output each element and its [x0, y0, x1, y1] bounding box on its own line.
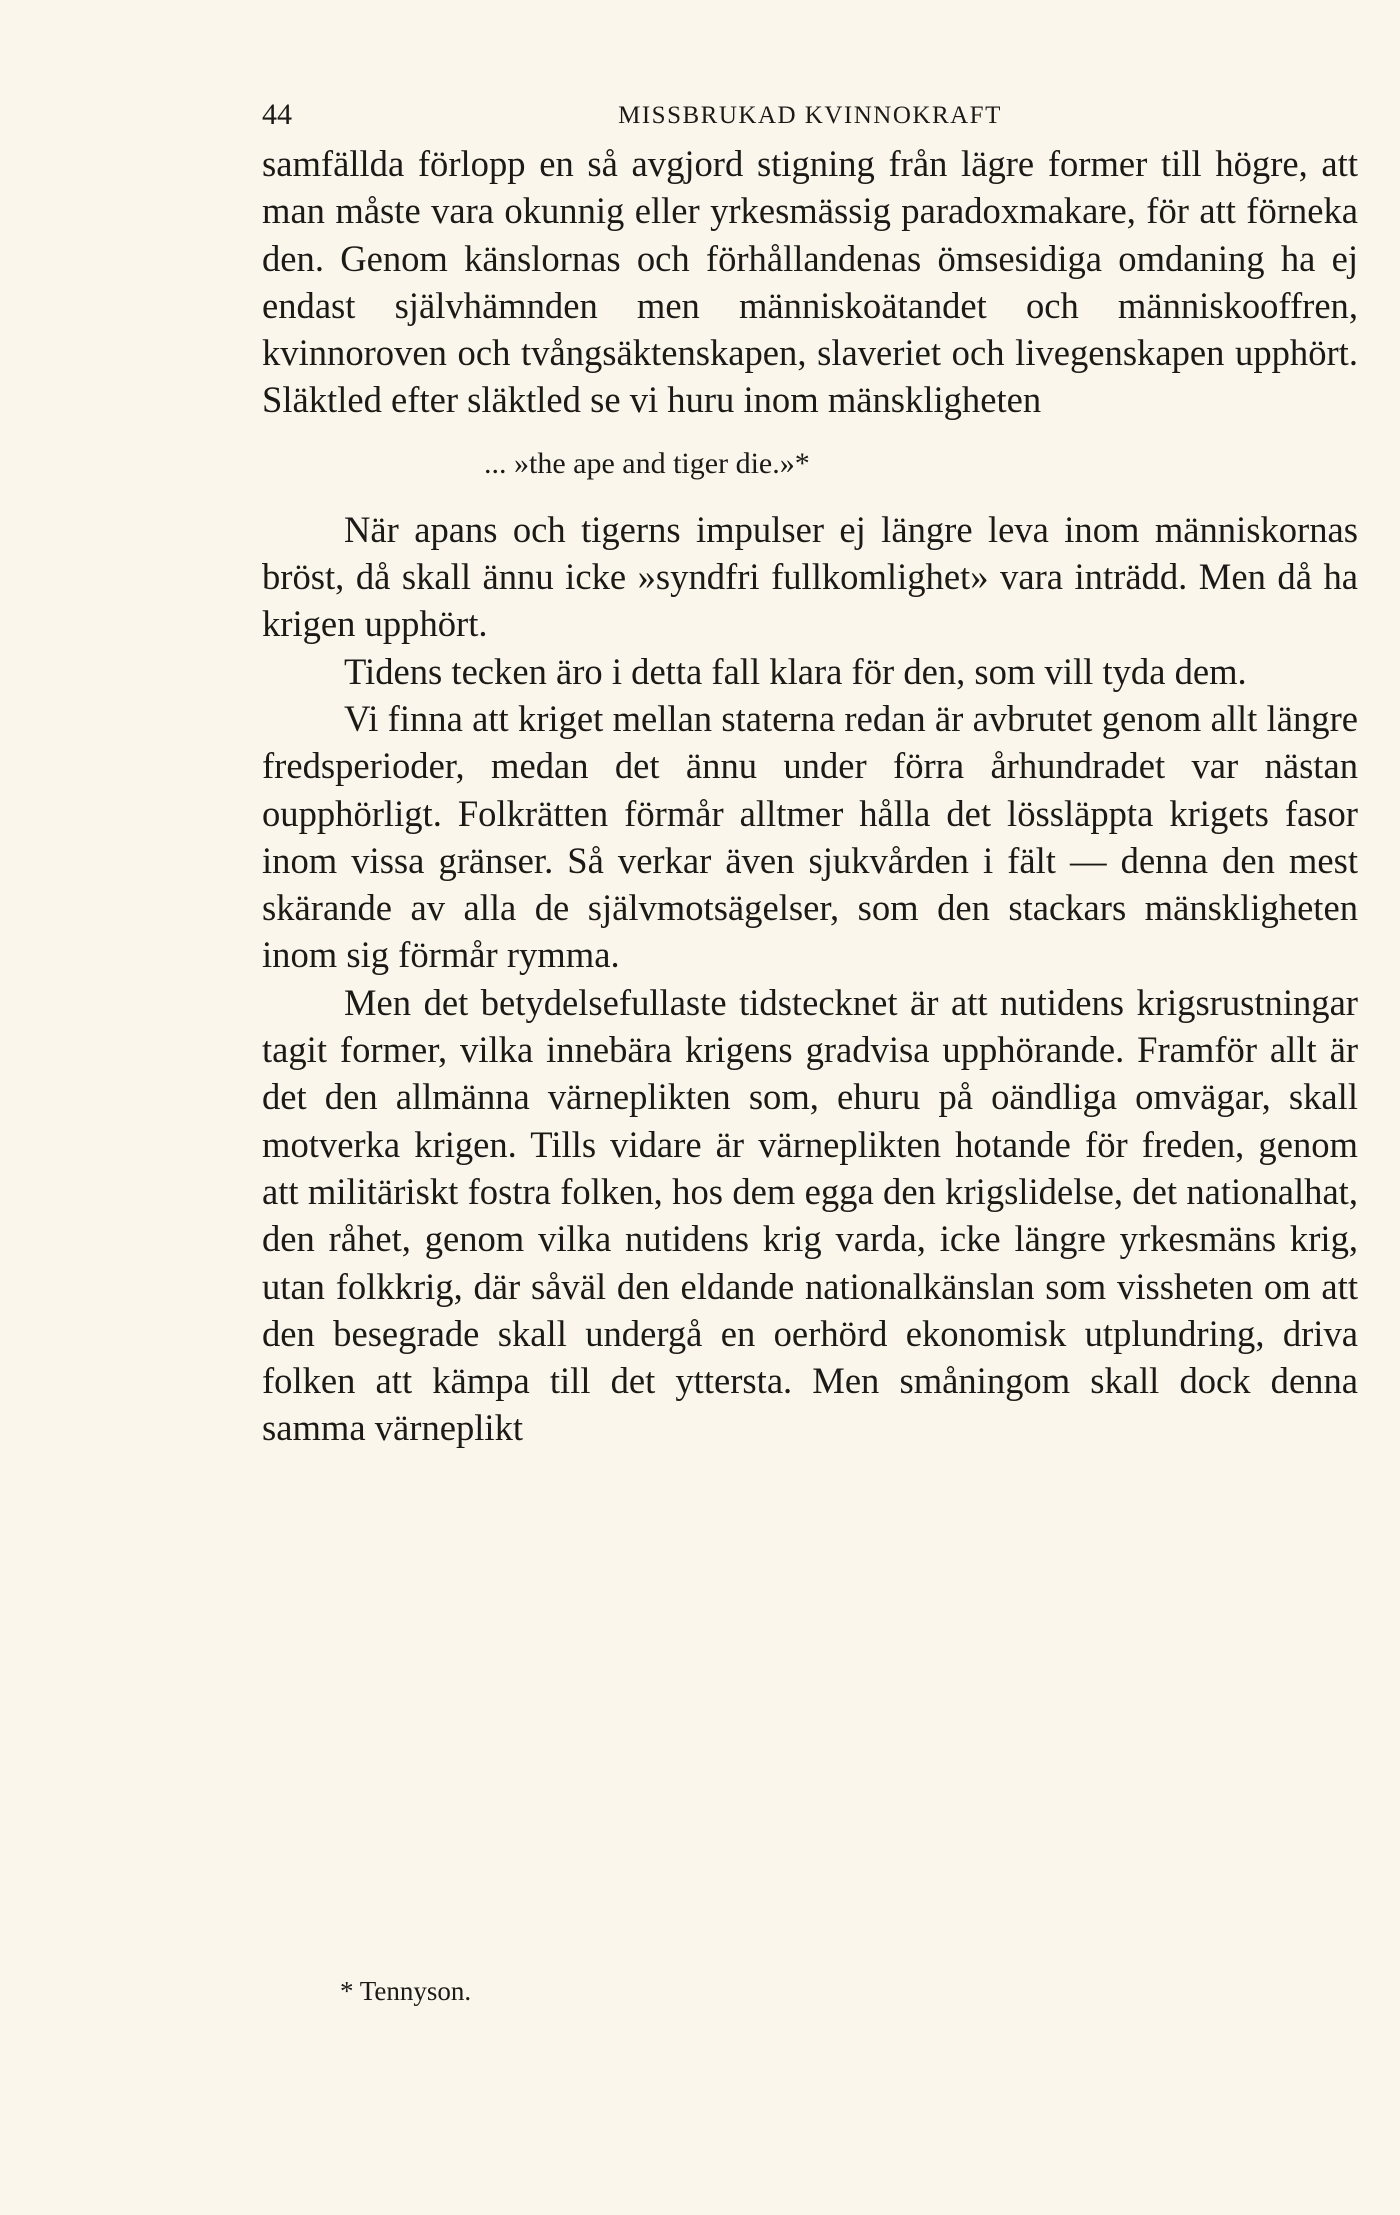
paragraph-5: Men det betydelsefullaste tidstecknet är att nutidens krigsrustningar tagit former, vilka innebära krigens gradvisa upphörande. Framför allt är det den allmänna värneplikten som, ehuru på oändliga omvägar, skall motverka krigen. Tills vidare är värneplikten hotande för freden, genom att militäriskt fostra folken, hos dem egga den krigslidelse, det nationalhat, den råhet, genom vilka nutidens krig varda, icke längre yrkesmäns krig, utan folkkrig, där såväl den eldande nationalkänslan som vissheten om att den besegrade skall undergå en oerhörd ekonomisk utplundring, driva folken att kämpa till det yttersta. Men småningom skall dock denna samma värneplikt	[262, 981, 1358, 1449]
running-title: MISSBRUKAD KVINNOKRAFT	[618, 102, 1002, 129]
page-content	[262, 90, 1358, 1572]
paragraph-4: Vi finna att kriget mellan staterna redan är avbrutet genom allt längre fredsperioder, medan det ännu under förra århundradet var nästan oupphörligt. Folkrätten förmår alltmer hålla det lössläppta krigets fasor inom vissa gränser. Så verkar även sjukvården i fält — denna den mest skärande av alla de självmotsägelser, som den stackars mänskligheten inom sig förmår rymma.	[262, 697, 1358, 976]
footnote: * Tennyson.	[340, 1976, 472, 2006]
body-text	[262, 140, 1358, 1452]
page-header	[262, 90, 1358, 140]
paragraph-1: samfällda förlopp en så avgjord stigning från lägre former till högre, att man måste vara okunnig eller yrkesmässig paradoxmakare, för att förneka den. Genom känslornas och förhållandenas ömsesidiga omdaning ha ej endast självhämnden men människoätandet och människooffren, kvinnoroven och tvångsäktenskapen, slaveriet och livegenskapen upphört. Släktled efter släktled se vi huru inom mänskligheten	[262, 143, 1358, 421]
paragraph-3: Tidens tecken äro i detta fall klara för den, som vill tyda dem.	[344, 650, 1247, 692]
paragraph-2: När apans och tigerns impulser ej längre leva inom människornas bröst, då skall ännu icke »syndfri fullkomlighet» vara inträdd. Men då ha krigen upphört.	[262, 508, 1358, 645]
quotation: ... »the ape and tiger die.»*	[484, 446, 810, 480]
page-number: 44	[262, 98, 292, 131]
